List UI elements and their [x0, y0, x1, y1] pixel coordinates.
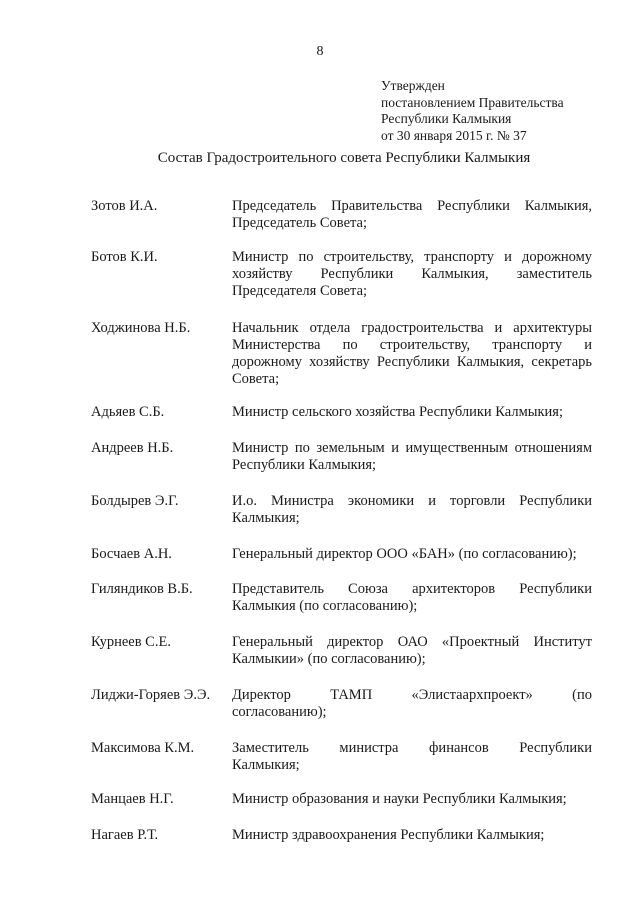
member-role [232, 404, 592, 421]
member-role-line: И.о. Министра экономики и торговли Республики [232, 493, 592, 509]
member-role [232, 546, 592, 563]
document-title: Состав Градостроительного совета Республики Калмыкия [157, 150, 531, 166]
member-name: Гиляндиков В.Б. [91, 581, 193, 597]
member-role-line: Начальник отдела градостроительства и архитектуры [232, 320, 592, 336]
member-role-line: Представитель Союза архитекторов Республики [232, 581, 592, 597]
member-role-line: Председатель Совета; [232, 215, 367, 231]
member-role [232, 493, 592, 527]
member-role-line: Совета; [232, 371, 280, 387]
member-role-line: Калмыкия (по согласованию); [232, 598, 418, 614]
member-role-line: Калмыкии» (по согласованию); [232, 651, 426, 667]
member-role-line: Калмыкия; [232, 510, 300, 526]
page-number: 8 [316, 44, 324, 59]
approval-line: постановлением Правительства [381, 94, 564, 110]
member-role-line: Министерства по строительству, транспорту и [232, 337, 592, 353]
member-role-line: Председатель Правительства Республики Калмыкия, [232, 198, 592, 214]
member-role-line: Министр образования и науки Республики Калмыкия; [232, 791, 567, 807]
approval-line: Республики Калмыкия [381, 111, 512, 126]
member-role [232, 827, 592, 844]
member-role [232, 440, 592, 474]
member-role-line: Председателя Совета; [232, 283, 368, 299]
member-name: Адьяев С.Б. [91, 404, 165, 420]
member-role-line: Генеральный директор ОАО «Проектный Институт [232, 634, 592, 650]
member-role-line: согласованию); [232, 704, 327, 720]
member-name: Нагаев Р.Т. [91, 827, 159, 843]
member-role [232, 687, 592, 721]
member-name: Ходжинова Н.Б. [91, 320, 191, 336]
member-role-line: Директор ТАМП «Элистаархпроект» (по [232, 687, 592, 703]
member-name: Болдырев Э.Г. [91, 493, 179, 509]
member-name: Ботов К.И. [91, 249, 158, 265]
member-role [232, 581, 592, 615]
member-name: Максимова К.М. [91, 740, 195, 756]
member-name: Курнеев С.Е. [91, 634, 171, 650]
member-role [232, 634, 592, 668]
member-name: Босчаев А.Н. [91, 546, 172, 562]
member-role-line: Калмыкия; [232, 757, 300, 773]
member-role [232, 249, 592, 300]
member-role-line: Генеральный директор ООО «БАН» (по согласованию); [232, 546, 577, 562]
approval-line: от 30 января 2015 г. № 37 [381, 127, 527, 143]
member-role-line: Республики Калмыкия; [232, 457, 377, 473]
member-role [232, 740, 592, 774]
member-role-line: Заместитель министра финансов Республики [232, 740, 592, 756]
member-name: Манцаев Н.Г. [91, 791, 174, 807]
member-role [232, 320, 592, 388]
member-role-line: Министр по строительству, транспорту и дорожному [232, 249, 592, 265]
approval-line: Утвержден [381, 78, 445, 93]
member-role [232, 198, 592, 232]
member-role-line: хозяйству Республики Калмыкия, заместитель [232, 266, 592, 282]
member-role [232, 791, 592, 808]
member-name: Лиджи-Горяев Э.Э. [91, 687, 211, 703]
member-name: Андреев Н.Б. [91, 440, 174, 456]
member-role-line: Министр сельского хозяйства Республики Калмыкия; [232, 404, 564, 420]
member-role-line: Министр по земельным и имущественным отношениям [232, 440, 592, 456]
member-role-line: дорожному хозяйству Республики Калмыкия, секретарь [232, 354, 592, 370]
member-name: Зотов И.А. [91, 198, 158, 214]
member-role-line: Министр здравоохранения Республики Калмыкия; [232, 827, 545, 843]
